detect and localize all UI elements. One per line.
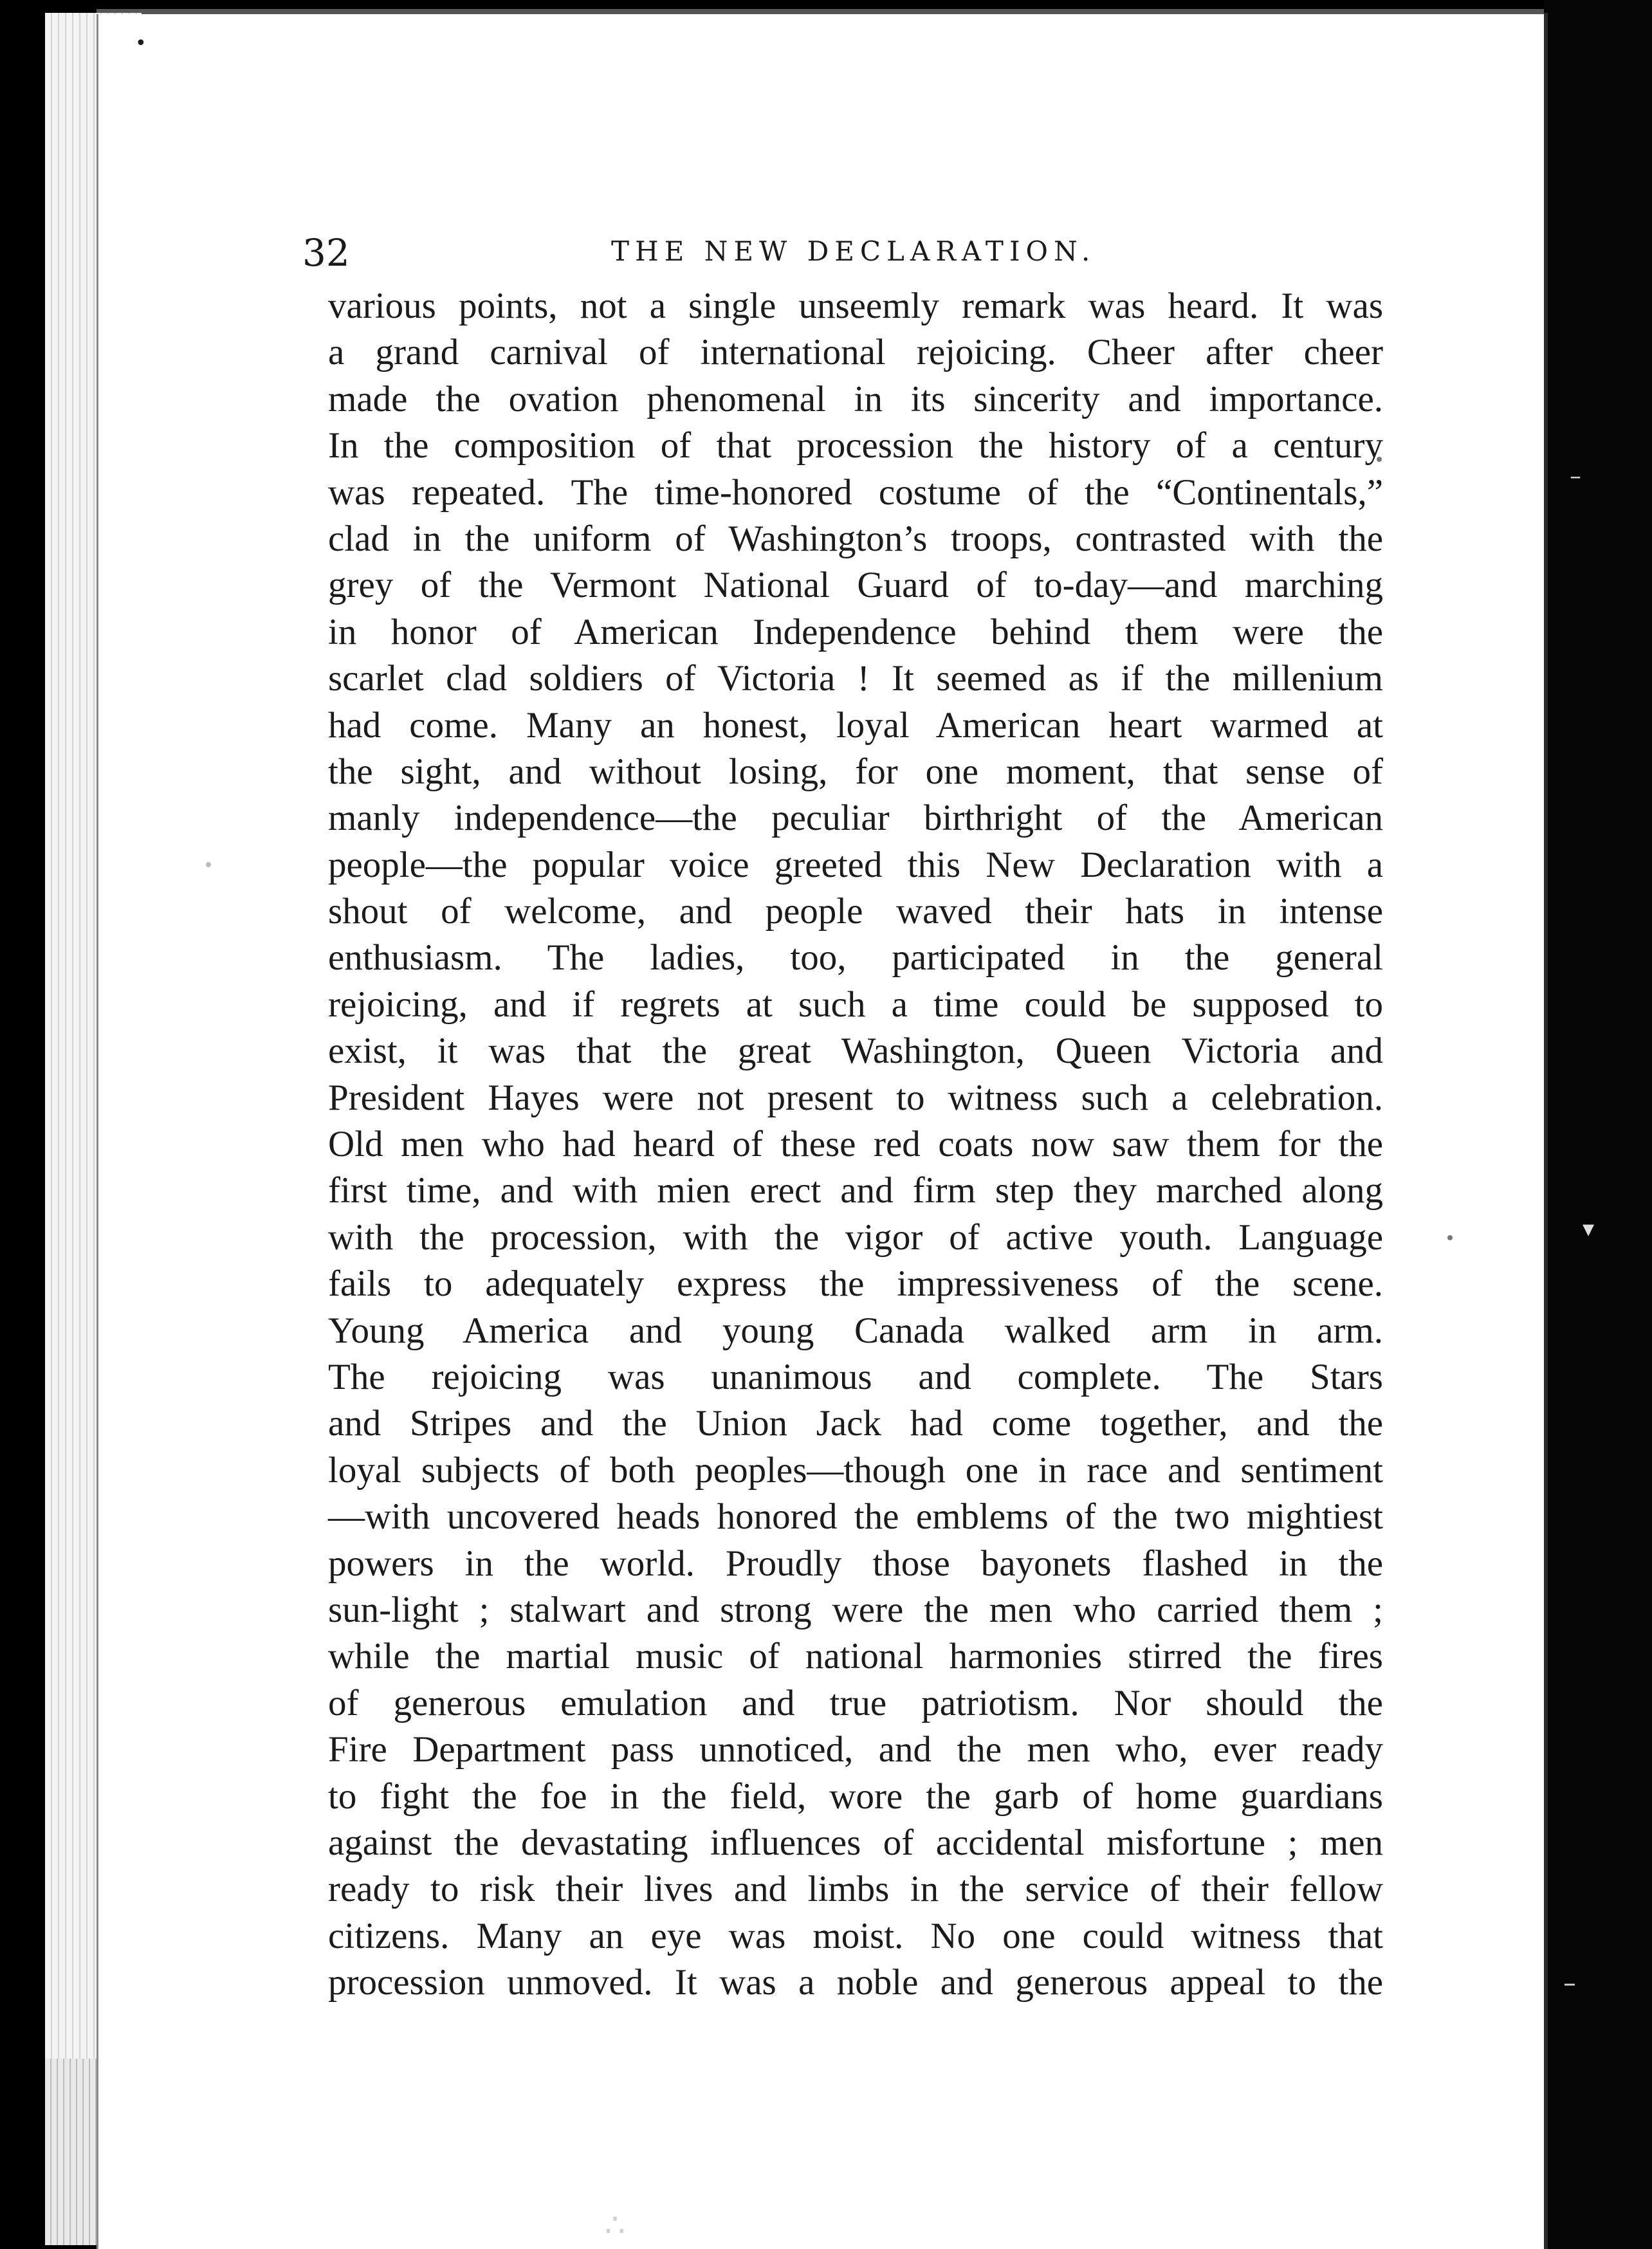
text-line: citizens. Many an eye was moist. No one could witness that [328, 1915, 1383, 1956]
text-line: was repeated. The time-honored costume of the “Continentals,” [328, 472, 1383, 513]
text-line: to fight the foe in the field, wore the garb of home guardians [328, 1776, 1383, 1817]
right-margin-dark [1544, 0, 1652, 2249]
text-line: made the ovation phenomenal in its sincerity and importance. [328, 378, 1383, 419]
text-line: while the martial music of national harmonies stirred the fires [328, 1636, 1383, 1677]
body-text [328, 283, 1383, 2006]
margin-mark-top-left: • [135, 32, 147, 55]
running-head [302, 221, 1576, 279]
text-line: scarlet clad soldiers of Victoria ! It seemed as if the millenium [328, 658, 1383, 699]
text-line: enthusiasm. The ladies, too, participated in the general [328, 937, 1383, 978]
running-title: THE NEW DECLARATION. [611, 235, 1096, 267]
right-page-edge [1544, 13, 1548, 2249]
speck-2 [1447, 1235, 1453, 1240]
margin-mark-right-2: ▾ [1583, 1216, 1595, 1242]
text-line: first time, and with mien erect and firm step they marched along [328, 1170, 1383, 1211]
margin-mark-right-1: – [1570, 463, 1581, 490]
text-line: people—the popular voice greeted this New Declaration with a [328, 844, 1383, 885]
text-line: exist, it was that the great Washington, Queen Victoria and [328, 1031, 1383, 1072]
margin-mark-right-3: – [1563, 1969, 1576, 1998]
margin-mark-bottom: ∴ [605, 2207, 625, 2244]
page-number: 32 [302, 231, 350, 275]
text-line: President Hayes were not present to witness such a celebration. [328, 1077, 1383, 1118]
text-line: Fire Department pass unnoticed, and the men who, ever ready [328, 1729, 1383, 1770]
text-line: clad in the uniform of Washington’s troops, contrasted with the [328, 518, 1383, 559]
text-line: In the composition of that procession the history of a century [328, 425, 1383, 466]
text-line: shout of welcome, and people waved their hats in intense [328, 891, 1383, 932]
text-line: Young America and young Canada walked arm in arm. [328, 1310, 1383, 1351]
text-line: various points, not a single unseemly remark was heard. It was [328, 286, 1383, 326]
text-line: with the procession, with the vigor of active youth. Language [328, 1216, 1383, 1258]
text-line: a grand carnival of international rejoicing. Cheer after cheer [328, 332, 1383, 373]
text-line: of generous emulation and true patriotism. Nor should the [328, 1682, 1383, 1723]
text-line: against the devastating influences of accidental misfortune ; men [328, 1822, 1383, 1863]
text-line: Old men who had heard of these red coats now saw them for the [328, 1124, 1383, 1165]
text-line: the sight, and without losing, for one moment, that sense of [328, 751, 1383, 792]
text-line: The rejoicing was unanimous and complete. The Stars [328, 1356, 1383, 1397]
text-line: rejoicing, and if regrets at such a time could be supposed to [328, 984, 1383, 1025]
text-line: grey of the Vermont National Guard of to-day—and marching [328, 565, 1383, 606]
text-line: and Stripes and the Union Jack had come together, and the [328, 1403, 1383, 1444]
text-line: fails to adequately express the impressiveness of the scene. [328, 1263, 1383, 1305]
text-line: —with uncovered heads honored the emblems of the two mightiest [328, 1496, 1383, 1538]
text-line: had come. Many an honest, loyal American heart warmed at [328, 704, 1383, 746]
text-line: ready to risk their lives and limbs in the service of their fellow [328, 1869, 1383, 1910]
text-line: loyal subjects of both peoples—though one in race and sentiment [328, 1449, 1383, 1491]
text-line: procession unmoved. It was a noble and generous appeal to the [328, 1962, 1383, 2003]
text-line: manly independence—the peculiar birthright of the American [328, 798, 1383, 839]
text-line: powers in the world. Proudly those bayonets flashed in the [328, 1543, 1383, 1584]
speck-3 [206, 862, 211, 867]
text-line: sun-light ; stalwart and strong were the men who carried them ; [328, 1589, 1383, 1630]
text-line: in honor of American Independence behind them were the [328, 611, 1383, 652]
